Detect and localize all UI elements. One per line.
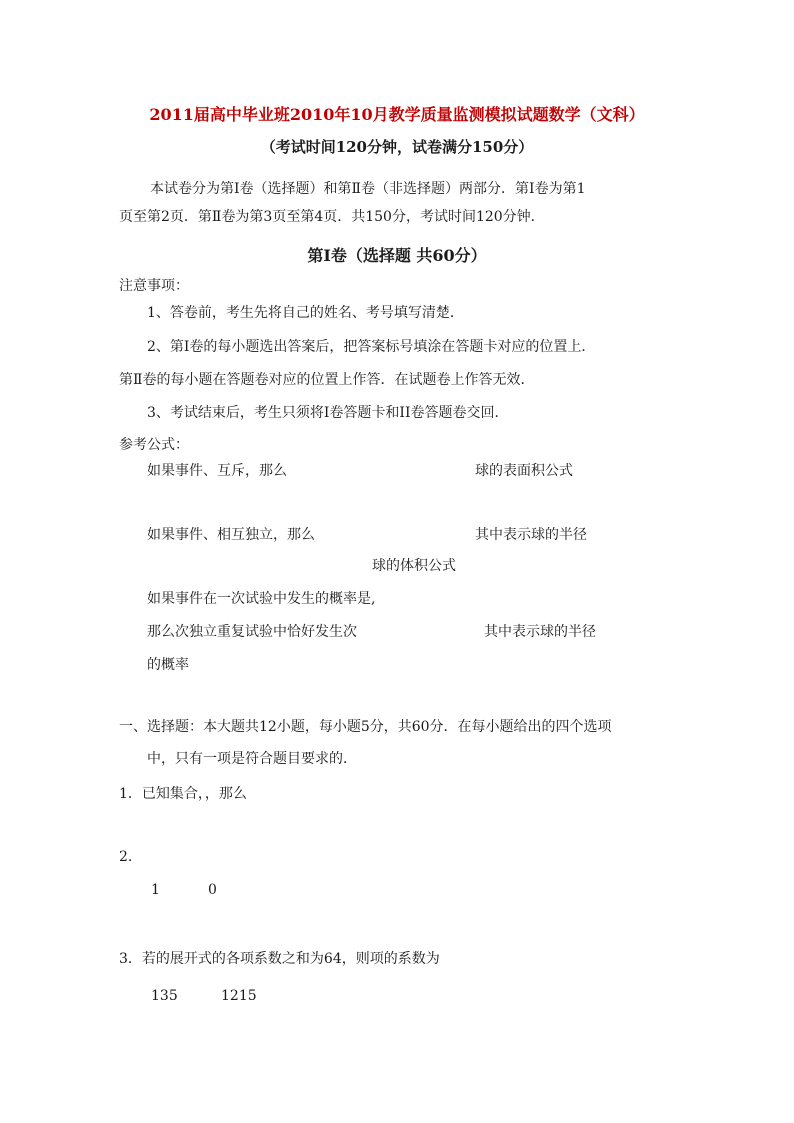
part1-line-1: 一、选择题：本大题共12小题，每小题5分，共60分．在每小题给出的四个选项 bbox=[119, 719, 612, 735]
question-2-option-1: 1 bbox=[151, 882, 160, 898]
intro-line-1: 本试卷分为第Ⅰ卷（选择题）和第Ⅱ卷（非选择题）两部分．第Ⅰ卷为第1 bbox=[150, 181, 586, 197]
formula-5-right: 其中表示球的半径 bbox=[484, 624, 596, 640]
formula-1-right: 球的表面积公式 bbox=[475, 463, 573, 479]
question-1: 1．已知集合，，那么 bbox=[119, 786, 247, 802]
exam-subtitle: （考试时间120分钟，试卷满分150分） bbox=[260, 138, 534, 156]
formula-6-left: 的概率 bbox=[147, 657, 189, 673]
exam-title: 2011届高中毕业班2010年10月教学质量监测模拟试题数学（文科） bbox=[149, 105, 645, 124]
formula-2-right: 其中表示球的半径 bbox=[475, 527, 587, 543]
note-item-2b: 第Ⅱ卷的每小题在答题卷对应的位置上作答．在试题卷上作答无效． bbox=[119, 372, 535, 388]
question-3-option-1: 135 bbox=[151, 988, 178, 1004]
question-2: 2. bbox=[119, 849, 133, 865]
formula-2-left: 如果事件、相互独立，那么 bbox=[147, 527, 315, 543]
question-3-option-2: 1215 bbox=[221, 988, 257, 1004]
note-item-3: 3、考试结束后，考生只须将Ⅰ卷答题卡和II卷答题卷交回． bbox=[147, 405, 509, 421]
formula-3-center: 球的体积公式 bbox=[372, 558, 456, 574]
formula-1-left: 如果事件、互斥，那么 bbox=[147, 463, 287, 479]
intro-line-2: 页至第2页．第Ⅱ卷为第3页至第4页．共150分，考试时间120分钟． bbox=[119, 209, 545, 225]
note-item-1: 1、答卷前，考生先将自己的姓名、考号填写清楚． bbox=[147, 305, 464, 321]
note-item-2a: 2、第Ⅰ卷的每小题选出答案后，把答案标号填涂在答题卡对应的位置上． bbox=[147, 339, 596, 355]
notes-heading: 注意事项： bbox=[119, 278, 189, 294]
formula-4-left: 如果事件在一次试验中发生的概率是, bbox=[147, 591, 376, 607]
part1-line-2: 中，只有一项是符合题目要求的． bbox=[147, 751, 357, 767]
question-2-option-2: 0 bbox=[208, 882, 217, 898]
section-title: 第Ⅰ卷（选择题 共60分） bbox=[307, 246, 487, 265]
formula-5-left: 那么次独立重复试验中恰好发生次 bbox=[147, 624, 357, 640]
formulas-heading: 参考公式： bbox=[119, 437, 189, 453]
question-3: 3．若的展开式的各项系数之和为64，则项的系数为 bbox=[119, 951, 440, 967]
